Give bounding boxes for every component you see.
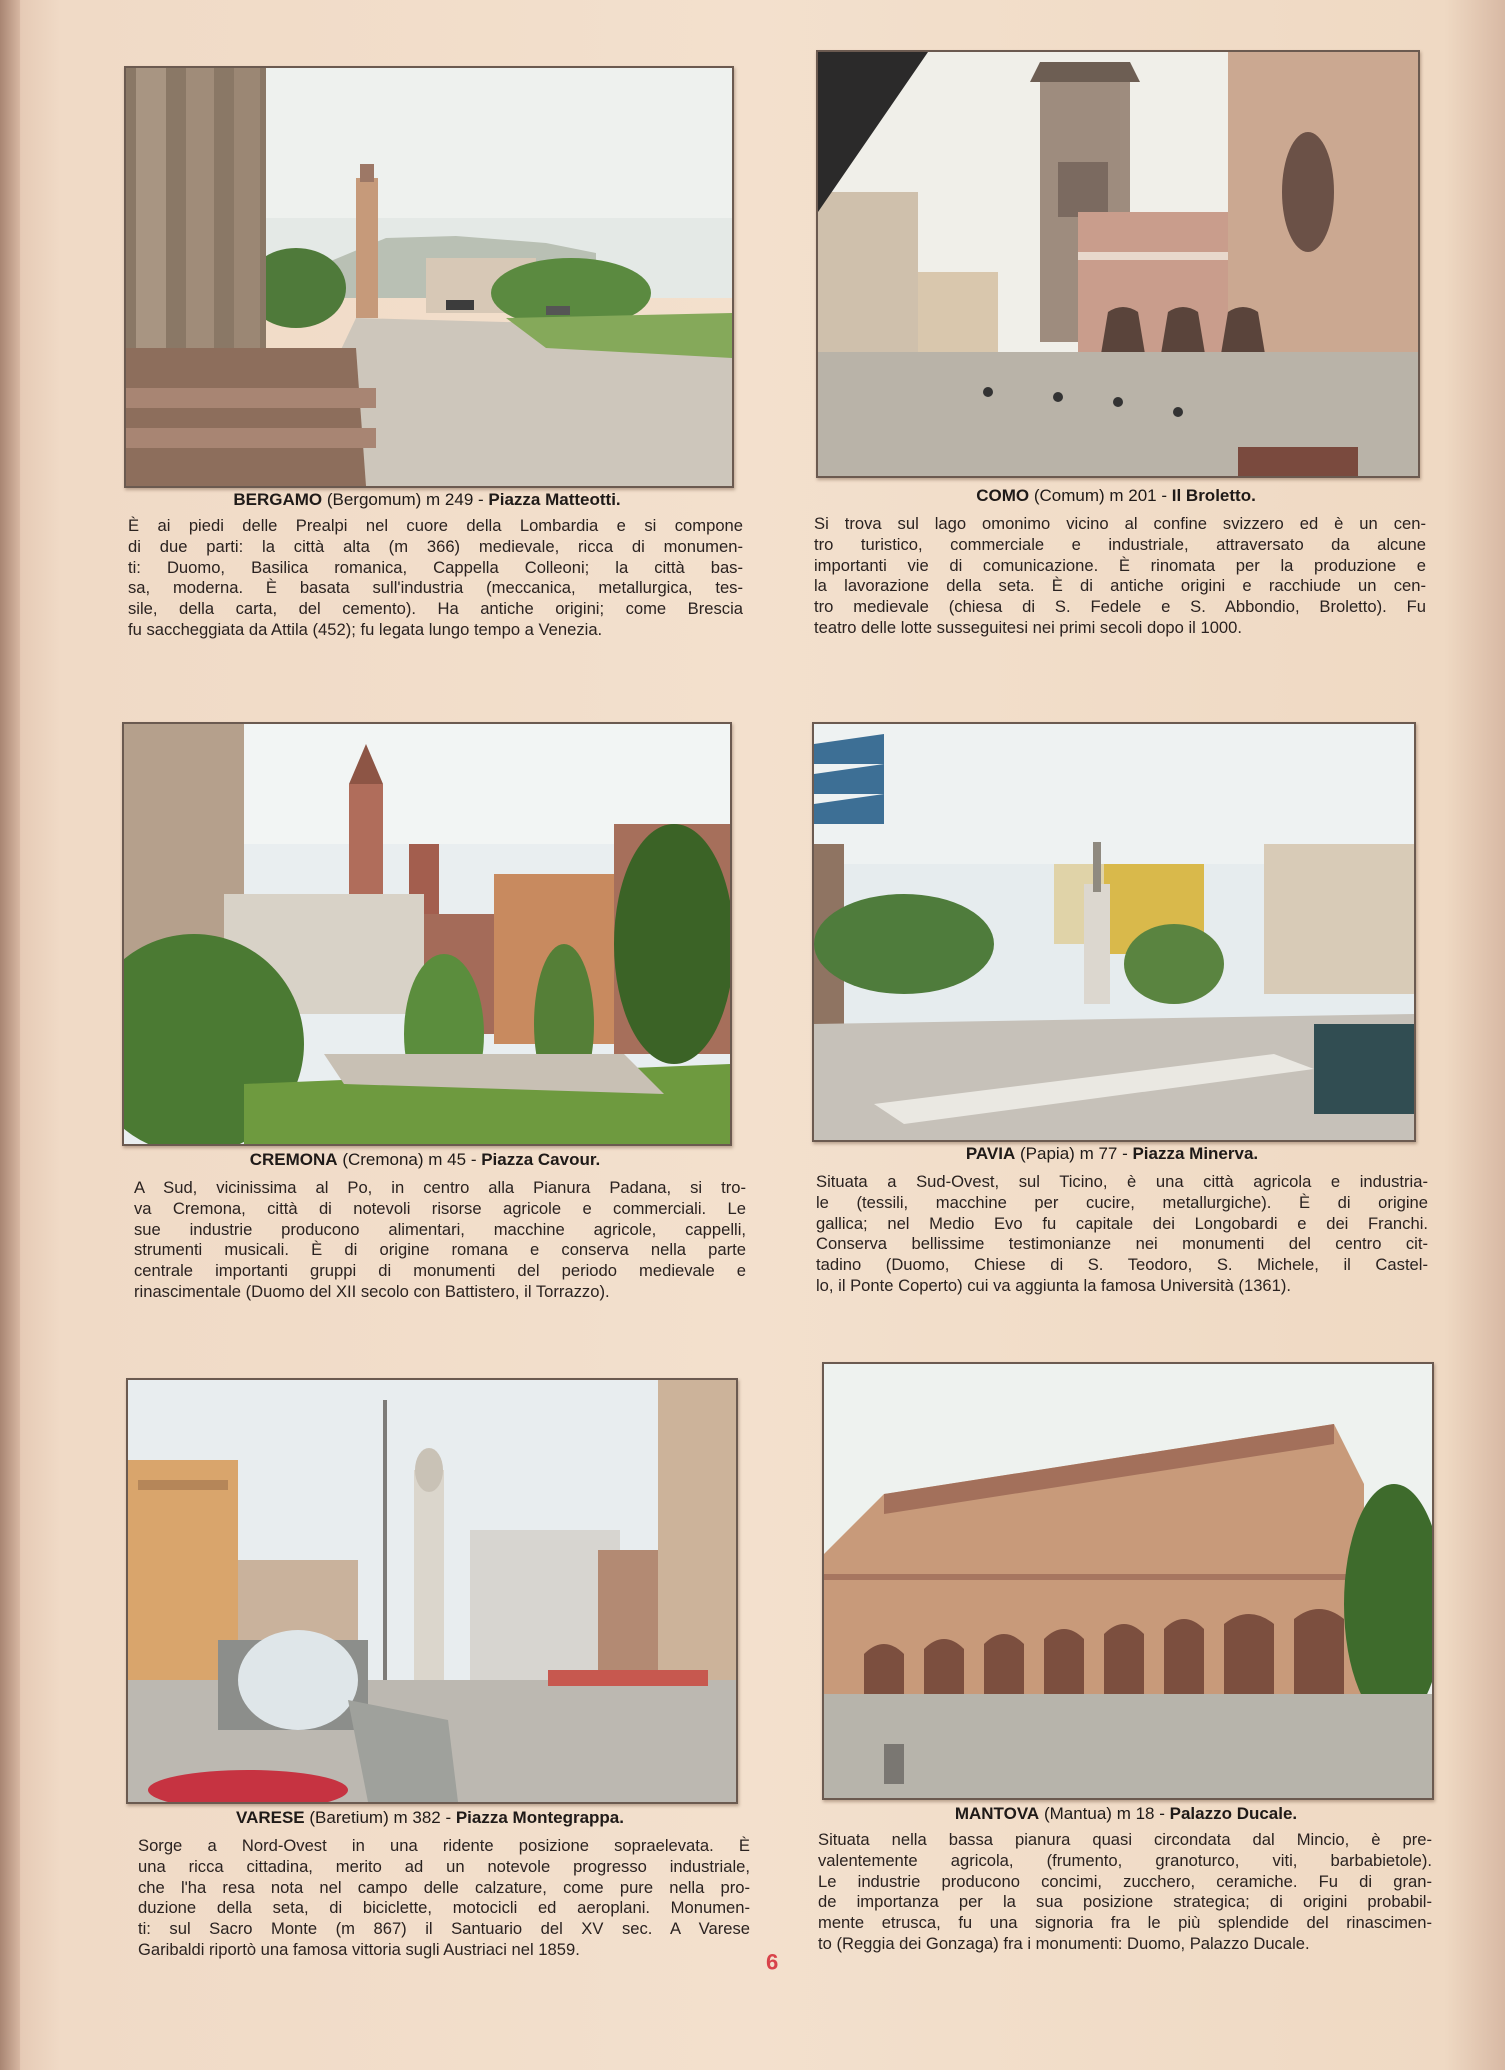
altitude: m 45	[428, 1150, 467, 1169]
latin-name: (Mantua)	[1043, 1804, 1112, 1823]
text-line: importanti vie di comunicazione. È rinomata per la produzione e	[814, 555, 1426, 575]
card-description	[128, 516, 743, 641]
text-line: valentemente agricola, (frumento, granoturco, viti, barbabietole).	[818, 1850, 1432, 1870]
text-line: to (Reggia dei Gonzaga) fra i monumenti: Duomo, Palazzo Ducale.	[818, 1933, 1310, 1953]
card-description	[816, 1172, 1428, 1297]
altitude: m 18	[1116, 1804, 1155, 1823]
text-line: duzione della seta, di biciclette, motocicli ed aeroplani. Monumen-	[138, 1898, 750, 1918]
photo-bergamo	[124, 66, 734, 488]
place-name: Piazza Montegrappa.	[455, 1808, 624, 1827]
latin-name: (Comum)	[1033, 486, 1105, 505]
text-line: Le industrie producono concimi, zucchero, ceramiche. Fu di gran-	[818, 1871, 1432, 1891]
text-line: tro turistico, commerciale e industriale, attraversato da alcune	[814, 534, 1426, 554]
text-line: tadino (Duomo, Chiese di S. Teodoro, S. Michele, il Castel-	[816, 1255, 1428, 1275]
binding-spine	[0, 0, 20, 2070]
text-line: È ai piedi delle Prealpi nel cuore della Lombardia e si compone	[128, 516, 743, 535]
latin-name: (Papia)	[1020, 1144, 1075, 1163]
text-line: Si trova sul lago omonimo vicino al confine svizzero ed è un cen-	[814, 514, 1426, 533]
text-line: ti: Duomo, Basilica romanica, Cappella Colleoni; la città bas-	[128, 557, 743, 577]
card-heading: COMO (Comum) m 201 - Il Broletto.	[976, 486, 1256, 505]
photo-varese	[126, 1378, 738, 1804]
text-line: Garibaldi riportò una famosa vittoria sugli Austriaci nel 1859.	[138, 1939, 580, 1959]
text-line: teatro delle lotte susseguitesi nei primi secoli dopo il 1000.	[814, 617, 1242, 637]
place-name: Piazza Cavour.	[481, 1150, 601, 1169]
card-heading: PAVIA (Papia) m 77 - Piazza Minerva.	[965, 1144, 1259, 1163]
card-description	[138, 1836, 750, 1961]
city-name: VARESE	[236, 1808, 305, 1827]
card-description	[134, 1178, 746, 1303]
latin-name: (Baretium)	[309, 1808, 389, 1827]
text-line: de importanza per la sua posizione strategica; di origini probabil-	[818, 1892, 1432, 1912]
card-heading: BERGAMO (Bergomum) m 249 - Piazza Matteotti.	[233, 490, 621, 509]
card-heading: CREMONA (Cremona) m 45 - Piazza Cavour.	[249, 1150, 601, 1169]
text-line: strumenti musicali. È di origine romana e conserva nella parte	[134, 1240, 746, 1260]
photo-cremona	[122, 722, 732, 1146]
city-name: PAVIA	[965, 1144, 1016, 1163]
text-line: fu saccheggiata da Attila (452); fu legata lungo tempo a Venezia.	[128, 619, 603, 639]
altitude: m 77	[1079, 1144, 1118, 1163]
text-line: centrale importanti gruppi di monumenti del periodo medievale e	[134, 1261, 746, 1281]
text-line: lo, il Ponte Coperto) cui va aggiunta la famosa Università (1361).	[816, 1275, 1292, 1295]
altitude: m 382	[393, 1808, 441, 1827]
text-line: sue industrie producono alimentari, macchine agricole, cappelli,	[134, 1219, 746, 1239]
text-line: ti: sul Sacro Monte (m 867) il Santuario del XV sec. A Varese	[138, 1919, 750, 1939]
text-line: Conserva bellissime testimonianze nei monumenti del centro cit-	[816, 1234, 1428, 1254]
text-line: Situata nella bassa pianura quasi circondata dal Mincio, è pre-	[818, 1830, 1432, 1849]
place-name: Piazza Minerva.	[1132, 1144, 1259, 1163]
text-line: Sorge a Nord-Ovest in una ridente posizione sopraelevata. È	[138, 1836, 750, 1855]
photo-mantova	[822, 1362, 1434, 1800]
card-description	[818, 1830, 1432, 1955]
place-name: Piazza Matteotti.	[488, 490, 621, 509]
latin-name: (Bergomum)	[326, 490, 422, 509]
text-line: rinascimentale (Duomo del XII secolo con Battistero, il Torrazzo).	[134, 1281, 610, 1301]
text-line: le (tessili, macchine per cucire, metallurgiche). È di origine	[816, 1192, 1428, 1212]
place-name: Il Broletto.	[1171, 486, 1256, 505]
city-name: BERGAMO	[233, 490, 323, 509]
city-name: MANTOVA	[954, 1804, 1040, 1823]
place-name: Palazzo Ducale.	[1169, 1804, 1298, 1823]
text-line: sa, moderna. È basata sull'industria (meccanica, metallurgica, tes-	[128, 578, 743, 598]
text-line: gallica; nel Medio Evo fu capitale dei Longobardi e dei Franchi.	[816, 1213, 1428, 1233]
text-line: va Cremona, città di notevoli risorse agricole e commerciali. Le	[134, 1198, 746, 1218]
altitude: m 249	[426, 490, 474, 509]
text-line: A Sud, vicinissima al Po, in centro alla Pianura Padana, si tro-	[134, 1178, 746, 1197]
text-line: di due parti: la città alta (m 366) medievale, ricca di monumen-	[128, 536, 743, 556]
latin-name: (Cremona)	[342, 1150, 424, 1169]
card-heading: MANTOVA (Mantua) m 18 - Palazzo Ducale.	[954, 1804, 1298, 1823]
city-name: COMO	[976, 486, 1030, 505]
text-line: tro medievale (chiesa di S. Fedele e S. Abbondio, Broletto). Fu	[814, 597, 1426, 617]
text-line: Situata a Sud-Ovest, sul Ticino, è una città agricola e industria-	[816, 1172, 1428, 1191]
city-name: CREMONA	[249, 1150, 338, 1169]
text-line: sile, della carta, del cemento). Ha antiche origini; come Brescia	[128, 599, 743, 619]
text-line: la lavorazione della seta. È di antiche origini e racchiude un cen-	[814, 576, 1426, 596]
photo-como	[816, 50, 1420, 478]
page-number: 9	[766, 1949, 779, 1974]
card-heading: VARESE (Baretium) m 382 - Piazza Montegrappa.	[236, 1808, 624, 1827]
altitude: m 201	[1109, 486, 1157, 505]
photo-pavia	[812, 722, 1416, 1142]
text-line: che l'ha resa nota nel campo delle calzature, come pure nella pro-	[138, 1877, 750, 1897]
text-line: una ricca cittadina, merito ad un notevole progresso industriale,	[138, 1856, 750, 1876]
card-description	[814, 514, 1426, 639]
text-line: mente etrusca, fu una signoria fra le più splendide del rinascimen-	[818, 1913, 1432, 1933]
